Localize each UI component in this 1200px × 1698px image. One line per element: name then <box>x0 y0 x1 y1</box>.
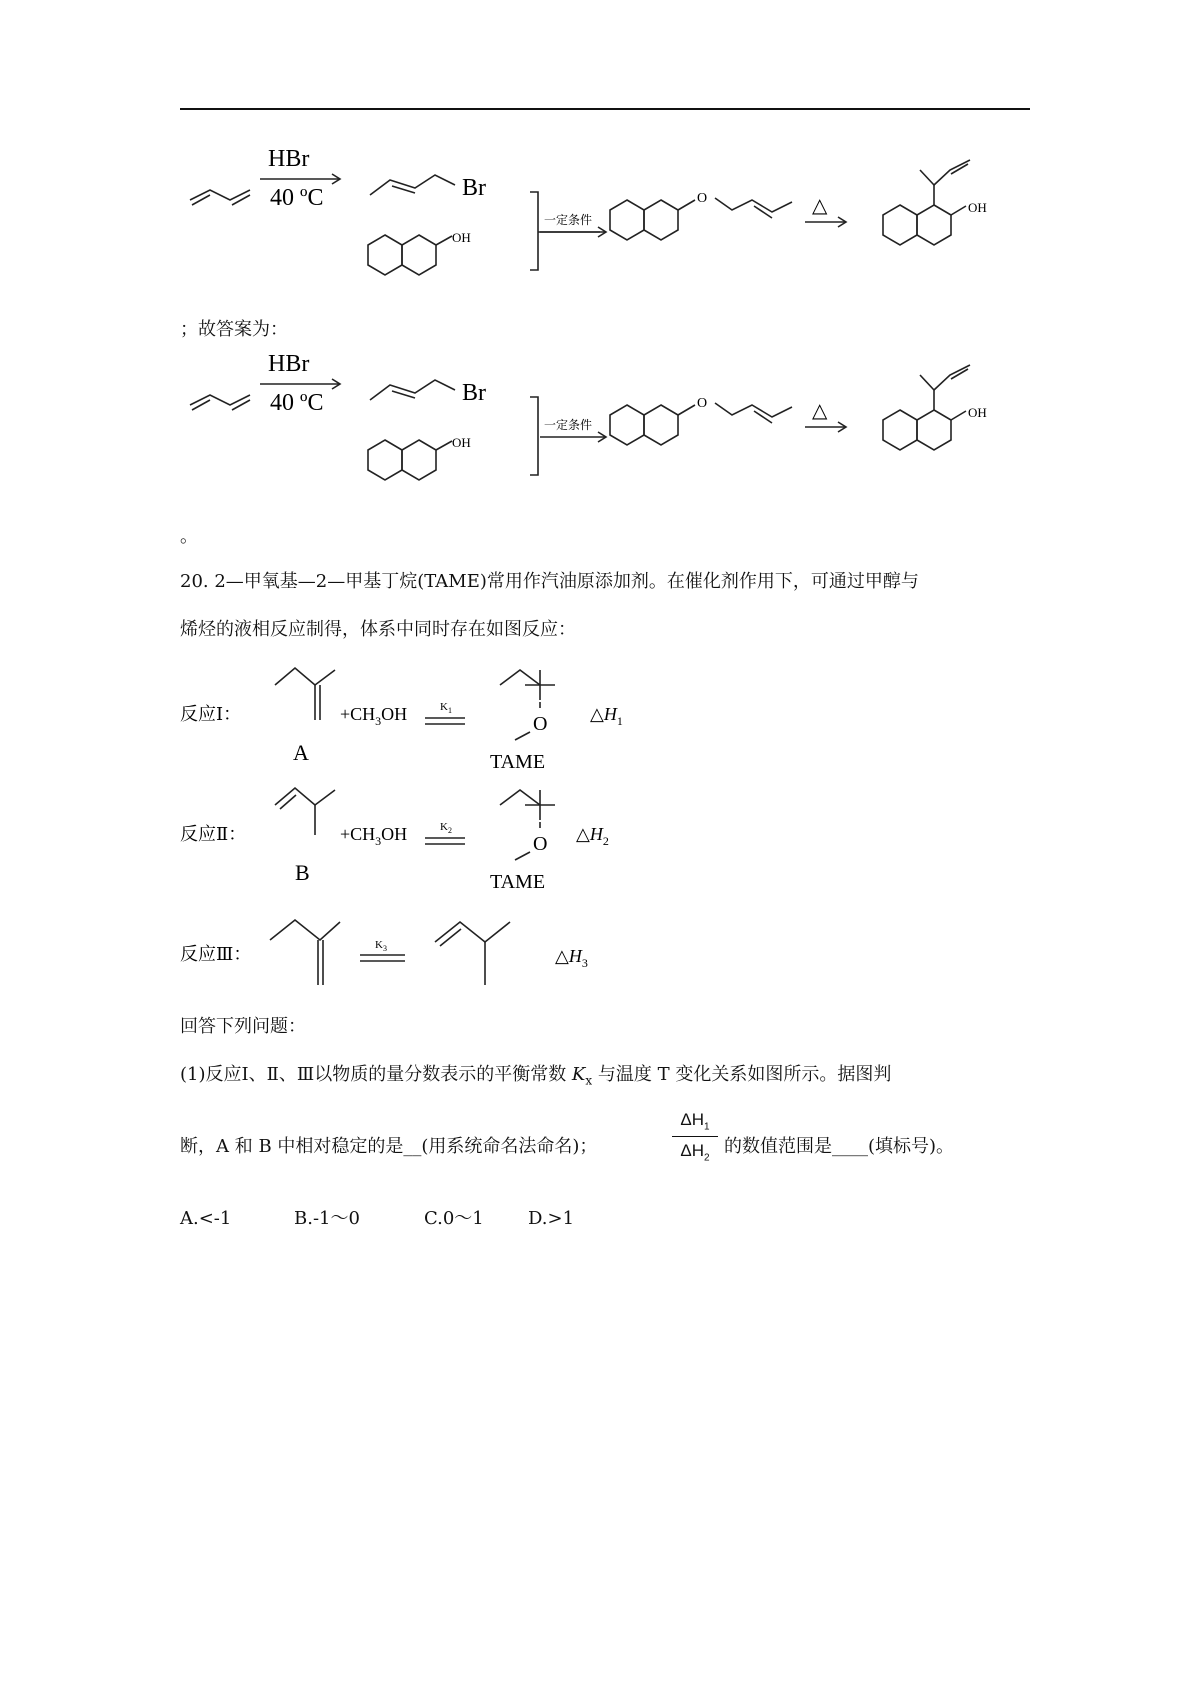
dh-fraction <box>672 1110 718 1164</box>
answer-end: 。 <box>180 526 198 547</box>
heat-symbol: △ <box>812 400 828 422</box>
reagent-temp: 40 ºC <box>270 185 324 211</box>
option-a: A.<-1 <box>180 1208 232 1229</box>
naphthol-oh: OH <box>452 230 471 245</box>
reagent-hbr: HBr <box>268 351 310 377</box>
reaction-1-dh: $\triangle H_1$ <box>590 704 623 728</box>
reaction-2-label: 反应Ⅱ： <box>180 824 247 844</box>
condition-label: 一定条件 <box>544 418 593 432</box>
reaction-3-dh: $\triangle H_3$ <box>555 946 588 970</box>
condition-label: 一定条件 <box>544 213 593 227</box>
bromide-label: Br <box>462 175 486 201</box>
reaction-3-k: $K_3$ <box>375 939 387 953</box>
reaction-1-mol: A <box>293 740 309 765</box>
product-oh: OH <box>968 405 987 420</box>
reaction-2-product: TAME <box>490 871 546 893</box>
part1-line1: (1)反应Ⅰ、Ⅱ、Ⅲ以物质的量分数表示的平衡常数 $K_x$ 与温度 T 变化关系如图所示。据图判 <box>180 1064 892 1088</box>
answer-prefix: ；故答案为： <box>180 319 288 340</box>
ether-o: O <box>697 396 708 411</box>
bromide-label: Br <box>462 380 486 406</box>
reaction-1-product: TAME <box>490 751 546 773</box>
option-d: D.>1 <box>528 1208 575 1229</box>
reaction-1 <box>180 660 680 775</box>
reagent-temp: 40 ºC <box>270 390 324 416</box>
reaction-1-label: 反应Ⅰ： <box>180 704 242 724</box>
synthesis-scheme-1 <box>180 140 1060 300</box>
option-c: C.0～1 <box>424 1208 484 1229</box>
part1-line2-b: 的数值范围是____(填标号)。 <box>724 1136 955 1157</box>
questions-intro: 回答下列问题： <box>180 1016 306 1037</box>
reaction-2-plus: $+CH_3OH$ <box>340 824 408 848</box>
reaction-1-k: $K_1$ <box>440 701 452 715</box>
product-oh: OH <box>968 200 987 215</box>
reagent-hbr: HBr <box>268 146 310 172</box>
reaction-2-mol: B <box>295 860 310 885</box>
heat-symbol: △ <box>812 195 828 217</box>
frac-numerator: $\Delta H_1$ <box>680 1110 710 1133</box>
reaction-3-label: 反应Ⅲ： <box>180 944 252 964</box>
reaction-1-o: O <box>533 713 548 735</box>
q20-line2: 烯烃的液相反应制得，体系中同时存在如图反应： <box>180 619 576 640</box>
reaction-2-dh: $\triangle H_2$ <box>576 824 609 848</box>
header-rule <box>180 108 1030 110</box>
q20-line1: 20. 2—甲氧基—2—甲基丁烷(TAME)常用作汽油原添加剂。在催化剂作用下，可通过甲醇与 <box>180 571 919 592</box>
frac-denominator: $\Delta H_2$ <box>680 1141 710 1164</box>
reaction-3 <box>180 900 680 995</box>
reaction-2 <box>180 780 680 895</box>
option-b: B.-1～0 <box>294 1208 360 1229</box>
synthesis-scheme-2 <box>180 345 1060 505</box>
reaction-2-k: $K_2$ <box>440 821 452 835</box>
naphthol-oh: OH <box>452 435 471 450</box>
reaction-1-plus: $+CH_3OH$ <box>340 704 408 728</box>
reaction-2-o: O <box>533 833 548 855</box>
ether-o: O <box>697 191 708 206</box>
part1-line2-a: 断，A 和 B 中相对稳定的是__(用系统命名法命名)； <box>180 1136 598 1157</box>
